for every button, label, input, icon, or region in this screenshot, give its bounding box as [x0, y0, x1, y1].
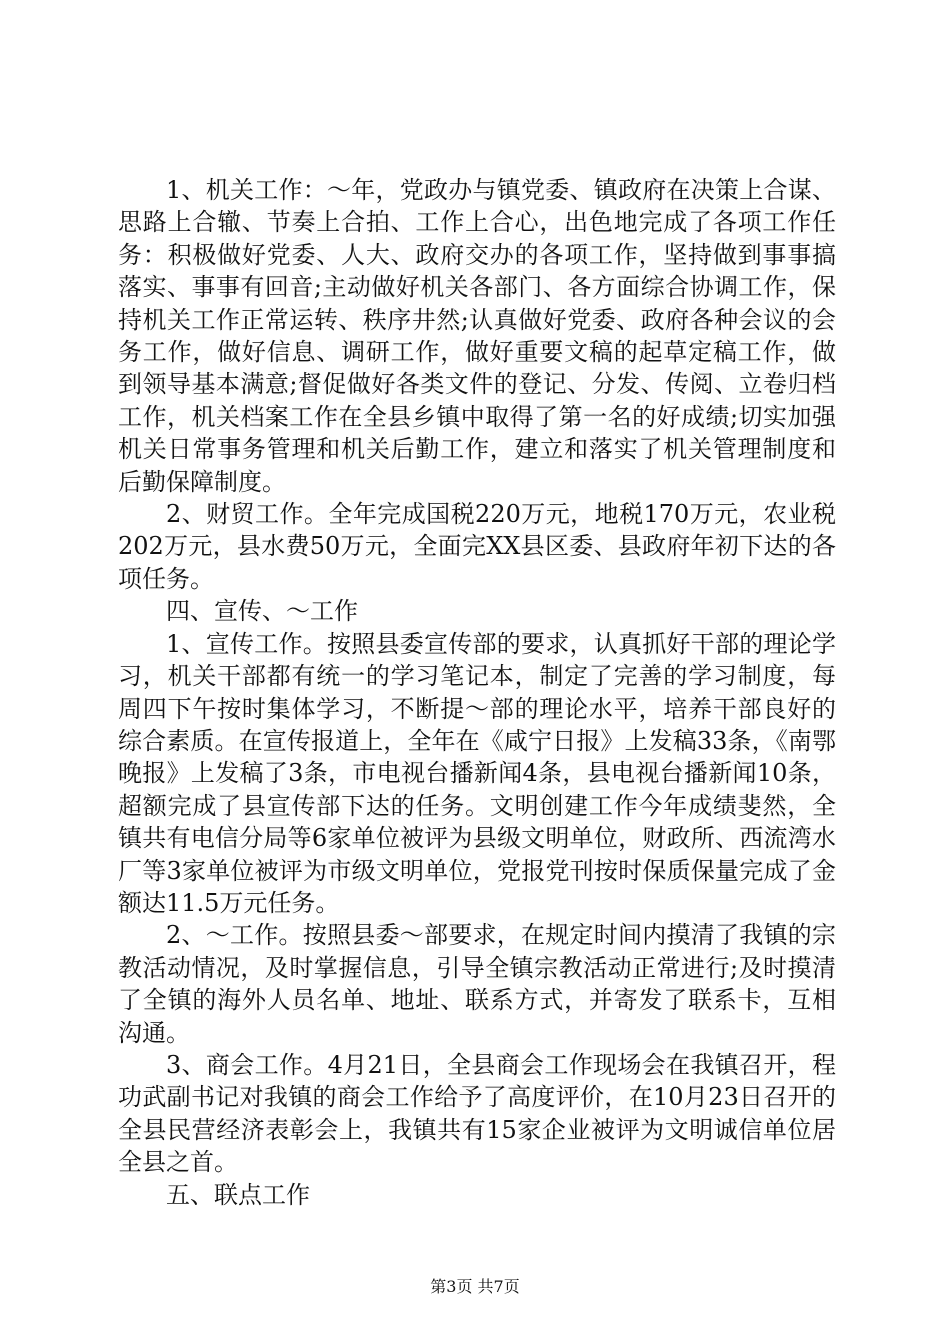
section-heading-publicity: 四、宣传、～工作 — [166, 597, 358, 626]
paragraph-publicity-work: 1、宣传工作。按照县委宣传部的要求，认真抓好干部的理论学习，机关干部都有统一的学习笔记本，制定了完善的学习制度，每周四下午按时集体学习，不断提～部的理论水平，培养干部良好的综合素质。在宣传报道上，全年在《咸宁日报》上发稿33条，《南鄂晚报》上发稿了3条，市电视台播新闻4条，县电视台播新闻10条，超额完成了县宣传部下达的任务。文明创建工作今年成绩斐然，全镇共有电信分局等6家单位被评为县级文明单位，财政所、西流湾水厂等3家单位被评为市级文明单位，党报党刊按时保质保量完成了金额达11.5万元任务。 — [118, 629, 836, 917]
section-heading-liaison: 五、联点工作 — [166, 1180, 310, 1209]
paragraph-finance-trade: 2、财贸工作。全年完成国税220万元，地税170万元，农业税202万元，县水费50万元，全面完XX县区委、县政府年初下达的各项任务。 — [118, 500, 836, 593]
document-body — [118, 174, 836, 1211]
paragraph-religious-work: 2、～工作。按照县委～部要求，在规定时间内摸清了我镇的宗教活动情况，及时掌握信息，引导全镇宗教活动正常进行;及时摸清了全镇的海外人员名单、地址、联系方式，并寄发了联系卡，互相沟通。 — [118, 921, 836, 1047]
paragraph-chamber-commerce: 3、商会工作。4月21日，全县商会工作现场会在我镇召开，程功武副书记对我镇的商会工作给予了高度评价，在10月23日召开的全县民营经济表彰会上，我镇共有15家企业被评为文明诚信单位居全县之首。 — [118, 1050, 836, 1177]
paragraph-office-work: 1、机关工作：～年，党政办与镇党委、镇政府在决策上合谋、思路上合辙、节奏上合拍、工作上合心，出色地完成了各项工作任务：积极做好党委、人大、政府交办的各项工作，坚持做到事事搞落实、事事有回音;主动做好机关各部门、各方面综合协调工作，保持机关工作正常运转、秩序井然;认真做好党委、政府各种会议的会务工作，做好信息、调研工作，做好重要文稿的起草定稿工作，做到领导基本满意;督促做好各类文件的登记、分发、传阅、立卷归档工作，机关档案工作在全县乡镇中取得了第一名的好成绩;切实加强机关日常事务管理和机关后勤工作，建立和落实了机关管理制度和后勤保障制度。 — [118, 176, 836, 496]
page-number-footer: 第3页 共7页 — [430, 1277, 520, 1296]
